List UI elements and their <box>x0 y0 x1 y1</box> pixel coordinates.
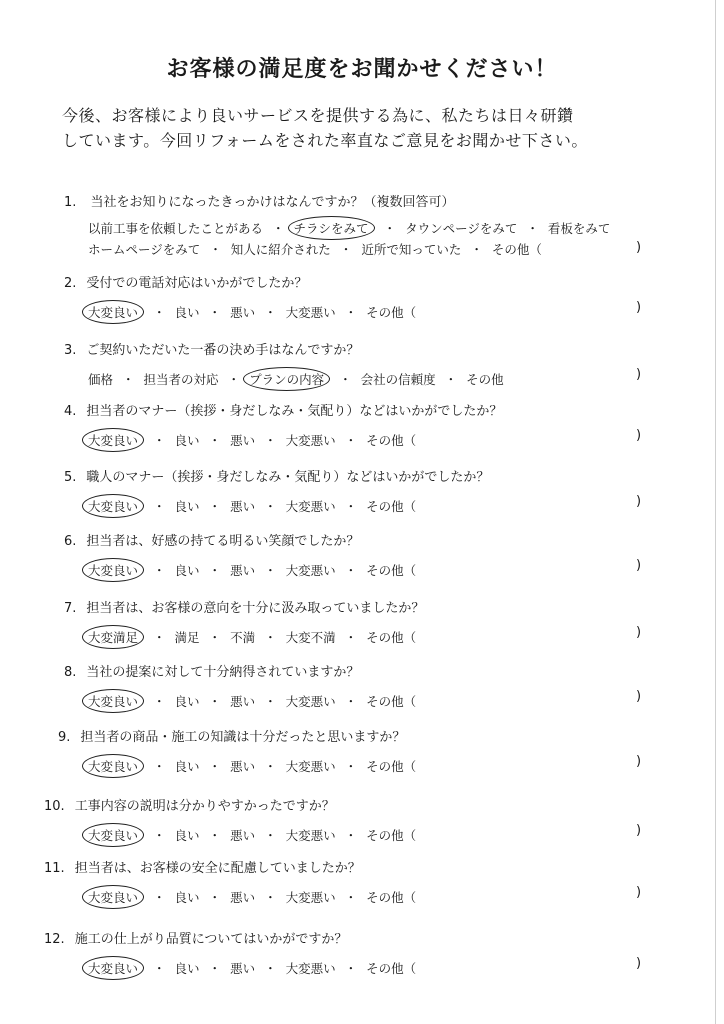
question-text: ご契約いただいた一番の決め手はなんですか？ <box>86 343 360 358</box>
option-selected[interactable]: 大変良い <box>82 754 144 778</box>
option[interactable]: その他（ <box>366 563 417 578</box>
separator: ・ <box>209 242 222 257</box>
separator: ・ <box>264 563 277 578</box>
option[interactable]: 会社の信頼度 <box>360 372 436 387</box>
separator: ・ <box>153 961 166 976</box>
question-number: 6. <box>64 534 77 549</box>
separator: ・ <box>153 828 166 843</box>
option[interactable]: 価格 <box>88 372 114 387</box>
question-8-options <box>88 689 654 713</box>
close-paren: ) <box>636 428 642 443</box>
separator: ・ <box>153 499 166 514</box>
question-11-options <box>88 885 654 909</box>
question-8 <box>64 661 359 680</box>
option[interactable]: 悪い <box>230 694 256 709</box>
close-paren: ) <box>636 494 642 509</box>
option[interactable]: 良い <box>174 828 200 843</box>
close-paren: ) <box>636 885 642 900</box>
option[interactable]: 良い <box>174 499 200 514</box>
question-1 <box>64 191 455 210</box>
separator: ・ <box>344 961 358 976</box>
option[interactable]: タウンページをみて <box>405 221 518 236</box>
separator: ・ <box>208 694 222 709</box>
question-number: 4. <box>64 404 77 419</box>
option[interactable]: その他（ <box>366 890 417 905</box>
option[interactable]: 大変悪い <box>285 890 336 905</box>
option-selected[interactable]: 大変良い <box>82 300 144 324</box>
intro-line-1: 今後、お客様により良いサービスを提供する為に、私たちは日々研鑽 <box>62 106 574 125</box>
separator: ・ <box>208 499 222 514</box>
question-7 <box>64 597 424 616</box>
separator: ・ <box>208 759 222 774</box>
option[interactable]: 良い <box>174 563 200 578</box>
separator: ・ <box>208 961 222 976</box>
question-number: 1. <box>64 195 77 210</box>
option[interactable]: 悪い <box>230 890 256 905</box>
option[interactable]: 大変悪い <box>285 433 336 448</box>
separator: ・ <box>227 372 241 387</box>
option[interactable]: 良い <box>174 305 200 320</box>
question-5-options <box>88 494 654 518</box>
question-1-options-line-2 <box>88 240 654 258</box>
option-selected[interactable]: 大変良い <box>82 558 144 582</box>
question-number: 10. <box>44 799 65 814</box>
option[interactable]: 大変悪い <box>285 499 336 514</box>
separator: ・ <box>344 694 358 709</box>
option[interactable]: 看板をみて <box>547 221 611 236</box>
question-number: 8. <box>64 665 77 680</box>
question-number: 2. <box>64 276 77 291</box>
separator: ・ <box>264 759 277 774</box>
option[interactable]: その他（ <box>366 828 417 843</box>
separator: ・ <box>208 563 222 578</box>
option[interactable]: 良い <box>174 890 200 905</box>
question-number: 9. <box>58 730 71 745</box>
separator: ・ <box>470 242 483 257</box>
separator: ・ <box>264 305 277 320</box>
close-paren: ) <box>636 367 642 382</box>
option[interactable]: 近所で知っていた <box>361 242 462 257</box>
question-3-options <box>88 367 654 391</box>
question-12 <box>44 928 347 947</box>
option[interactable]: その他（ <box>366 499 417 514</box>
option[interactable]: その他（ <box>366 961 417 976</box>
separator: ・ <box>526 221 539 236</box>
separator: ・ <box>344 828 358 843</box>
question-text: 受付での電話対応はいかがでしたか？ <box>86 276 308 291</box>
option[interactable]: 大変悪い <box>285 828 336 843</box>
option-selected[interactable]: 大変良い <box>82 494 144 518</box>
separator: ・ <box>264 890 277 905</box>
question-text: 担当者の商品・施工の知識は十分だったと思いますか？ <box>80 730 406 745</box>
option[interactable]: その他（ <box>366 694 417 709</box>
option[interactable]: その他 <box>466 372 504 387</box>
separator: ・ <box>264 630 277 645</box>
close-paren: ) <box>636 558 642 573</box>
separator: ・ <box>208 305 222 320</box>
option[interactable]: その他（ <box>366 630 417 645</box>
question-text: 担当者は、お客様の安全に配慮していましたか？ <box>74 861 361 876</box>
question-4 <box>64 400 502 419</box>
question-12-options <box>88 956 654 980</box>
option[interactable]: 悪い <box>230 961 256 976</box>
question-9-options <box>88 754 654 778</box>
separator: ・ <box>383 221 397 236</box>
option[interactable]: 悪い <box>230 563 256 578</box>
option[interactable]: 良い <box>174 433 200 448</box>
option-selected[interactable]: 大変良い <box>82 885 144 909</box>
separator: ・ <box>122 372 135 387</box>
question-11 <box>44 857 361 876</box>
question-3 <box>64 339 359 358</box>
option[interactable]: 大変悪い <box>285 563 336 578</box>
separator: ・ <box>208 433 222 448</box>
option[interactable]: 良い <box>174 694 200 709</box>
separator: ・ <box>153 630 166 645</box>
question-10-options <box>88 823 654 847</box>
option[interactable]: 不満 <box>230 630 256 645</box>
question-5 <box>64 466 489 485</box>
separator: ・ <box>208 890 222 905</box>
option[interactable]: 悪い <box>230 433 256 448</box>
question-number: 11. <box>44 861 65 876</box>
separator: ・ <box>208 828 222 843</box>
option-selected[interactable]: 大変良い <box>82 689 144 713</box>
question-text: 職人のマナー（挨拶・身だしなみ・気配り）などはいかがでしたか？ <box>86 470 490 485</box>
separator: ・ <box>153 433 166 448</box>
option[interactable]: 悪い <box>230 499 256 514</box>
option[interactable]: ホームページをみて <box>88 242 201 257</box>
scan-edge-line <box>715 0 716 1024</box>
option[interactable]: 大変悪い <box>285 961 336 976</box>
close-paren: ) <box>636 754 642 769</box>
separator: ・ <box>153 759 166 774</box>
option[interactable]: 悪い <box>230 305 256 320</box>
option[interactable]: その他（ <box>366 759 417 774</box>
separator: ・ <box>344 305 358 320</box>
option-selected[interactable]: 大変良い <box>82 823 144 847</box>
option[interactable]: 良い <box>174 759 200 774</box>
option[interactable]: 悪い <box>230 828 256 843</box>
separator: ・ <box>344 433 358 448</box>
question-2 <box>64 272 307 291</box>
option[interactable]: 満足 <box>174 630 200 645</box>
question-text: 当社をお知りになったきっかけはなんですか？（複数回答可） <box>90 195 455 210</box>
separator: ・ <box>344 563 358 578</box>
option[interactable]: 大変悪い <box>285 759 336 774</box>
page-title: お客様の満足度をお聞かせください！ <box>166 57 558 82</box>
option-selected[interactable]: 大変良い <box>82 956 144 980</box>
option[interactable]: 悪い <box>230 759 256 774</box>
separator: ・ <box>339 372 352 387</box>
option[interactable]: 大変不満 <box>285 630 336 645</box>
question-10 <box>44 795 335 814</box>
question-text: 担当者のマナー（挨拶・身だしなみ・気配り）などはいかがでしたか？ <box>86 404 503 419</box>
question-6 <box>64 530 359 549</box>
question-text: 担当者は、お客様の意向を十分に汲み取っていましたか？ <box>86 601 425 616</box>
separator: ・ <box>264 694 277 709</box>
separator: ・ <box>153 890 166 905</box>
separator: ・ <box>339 242 353 257</box>
separator: ・ <box>344 499 358 514</box>
question-7-options <box>88 625 654 649</box>
question-6-options <box>88 558 654 582</box>
separator: ・ <box>208 630 222 645</box>
separator: ・ <box>153 694 166 709</box>
question-2-options <box>88 300 654 324</box>
intro-line-2: しています。今回リフォームをされた率直なご意見をお聞かせ下さい。 <box>62 131 588 150</box>
option[interactable]: 以前工事を依頼したことがある <box>88 221 264 236</box>
option[interactable]: 大変悪い <box>285 305 336 320</box>
option[interactable]: 良い <box>174 961 200 976</box>
question-1-options-line-1 <box>88 216 654 240</box>
separator: ・ <box>344 890 358 905</box>
question-9 <box>58 726 405 745</box>
separator: ・ <box>444 372 458 387</box>
separator: ・ <box>272 221 285 236</box>
question-text: 工事内容の説明は分かりやすかったですか？ <box>74 799 335 814</box>
separator: ・ <box>264 828 277 843</box>
option[interactable]: 大変悪い <box>285 694 336 709</box>
separator: ・ <box>153 305 166 320</box>
option-selected[interactable]: チラシをみて <box>288 216 375 240</box>
option[interactable]: その他（ <box>366 305 417 320</box>
close-paren: ) <box>636 300 642 315</box>
close-paren: ) <box>636 956 642 971</box>
option-selected[interactable]: 大変良い <box>82 428 144 452</box>
separator: ・ <box>153 563 166 578</box>
separator: ・ <box>264 499 277 514</box>
option[interactable]: その他（ <box>491 242 542 257</box>
question-text: 担当者は、好感の持てる明るい笑顔でしたか？ <box>86 534 360 549</box>
question-4-options <box>88 428 654 452</box>
question-number: 12. <box>44 932 65 947</box>
question-number: 7. <box>64 601 77 616</box>
option[interactable]: その他（ <box>366 433 417 448</box>
separator: ・ <box>344 630 358 645</box>
option-selected[interactable]: プランの内容 <box>243 367 330 391</box>
question-number: 5. <box>64 470 77 485</box>
question-text: 当社の提案に対して十分納得されていますか？ <box>86 665 360 680</box>
close-paren: ) <box>636 689 642 704</box>
separator: ・ <box>264 433 277 448</box>
close-paren: ) <box>636 240 642 255</box>
separator: ・ <box>344 759 358 774</box>
separator: ・ <box>264 961 277 976</box>
option[interactable]: 担当者の対応 <box>143 372 219 387</box>
question-number: 3. <box>64 343 77 358</box>
question-text: 施工の仕上がり品質についてはいかがですか？ <box>74 932 348 947</box>
option-selected[interactable]: 大変満足 <box>82 625 144 649</box>
option[interactable]: 知人に紹介された <box>230 242 331 257</box>
close-paren: ) <box>636 823 642 838</box>
close-paren: ) <box>636 625 642 640</box>
